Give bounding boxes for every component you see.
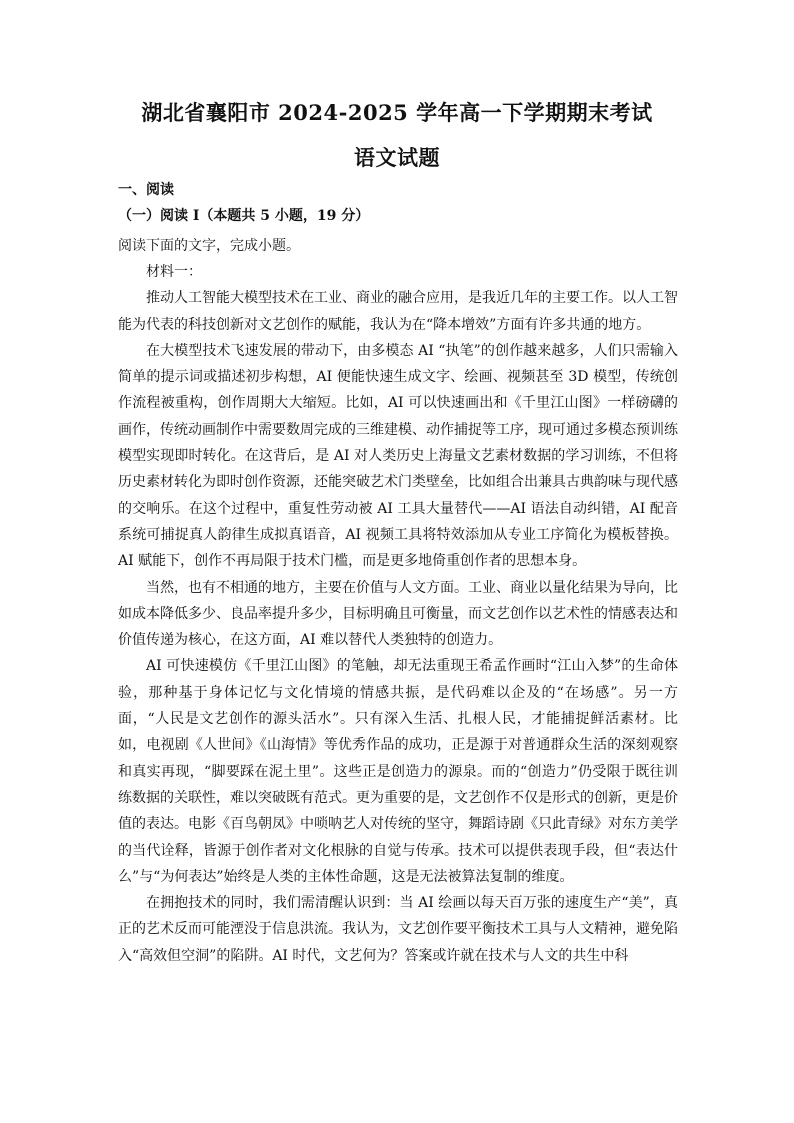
material-paragraph: 推动人工智能大模型技术在工业、商业的融合应用，是我近几年的主要工作。以人工智能为代表的科技创新对文艺创作的赋能，我认为在“降本增效”方面有许多共通的地方。 — [118, 290, 678, 333]
section-subheading: （一）阅读 I（本题共 5 小题，19 分） — [118, 208, 370, 224]
instruction-block — [118, 233, 678, 259]
reading-instruction: 阅读下面的文字，完成小题。 — [118, 238, 300, 254]
exam-subject-title: 语文试题 — [354, 145, 440, 170]
material-label: 材料一： — [146, 264, 202, 280]
material-paragraph: 在大模型技术飞速发展的带动下，由多模态 AI “执笔”的创作越来越多，人们只需输入简单的提示词或描述初步构想，AI 便能快速生成文字、绘画、视频甚至 3D 模型，传统创作流程被重构，创作周期大大缩短。比如，AI 可以快速画出和《千里江山图》一样磅礴的画作，传统动画制作中需要数周完成的三维建模、动作捕捉等工序，现可通过多模态预训练模型实现即时转化。在这背后，是 AI 对人类历史上海量文艺素材数据的学习训练，不但将历史素材转化为即时创作资源，还能突破艺术门类壁垒，比如组合出兼具古典韵味与现代感的交响乐。在这个过程中，重复性劳动被 AI 工具大量替代——AI 语法自动纠错，AI 配音系统可捕捉真人韵律生成拟真语音，AI 视频工具将特效添加从专业工序简化为模板替换。AI 赋能下，创作不再局限于技术门槛，而是更多地倚重创作者的思想本身。 — [118, 342, 678, 570]
material-paragraph: 在拥抱技术的同时，我们需清醒认识到：当 AI 绘画以每天百万张的速度生产“美”，真正的艺术反而可能湮没于信息洪流。我认为，文艺创作要平衡技术工具与人文精神，避免陷入“高效但空洞”的陷阱。AI 时代，文艺何为？答案或许就在技术与人文的共生中科 — [118, 895, 678, 964]
material-body — [118, 259, 678, 969]
exam-title: 湖北省襄阳市 2024-2025 学年高一下学期期末考试 — [141, 100, 653, 125]
section-heading: 一、阅读 — [118, 182, 174, 198]
material-paragraph: 当然，也有不相通的地方，主要在价值与人文方面。工业、商业以量化结果为导向，比如成本降低多少、良品率提升多少，目标明确且可衡量，而文艺创作以艺术性的情感表达和价值传递为核心，在这方面，AI 难以替代人类独特的创造力。 — [118, 579, 678, 649]
material-paragraph: AI 可快速模仿《千里江山图》的笔触，却无法重现王希孟作画时“江山入梦”的生命体验，那种基于身体记忆与文化情境的情感共振，是代码难以企及的“在场感”。另一方面，“人民是文艺创作的源头活水”。只有深入生活、扎根人民，才能捕捉鲜活素材。比如，电视剧《人世间》《山海情》等优秀作品的成功，正是源于对普通群众生活的深刻观察和真实再现，“脚要踩在泥土里”。这些正是创造力的源泉。而的“创造力”仍受限于既往训练数据的关联性，难以突破既有范式。更为重要的是，文艺创作不仅是形式的创新，更是价值的表达。电影《百鸟朝凤》中唢呐艺人对传统的坚守，舞蹈诗剧《只此青绿》对东方美学的当代诠释，皆源于创作者对文化根脉的自觉与传承。技术可以提供表现手段，但“表达什么”与“为何表达”始终是人类的主体性命题，这是无法被算法复制的维度。 — [118, 658, 678, 885]
